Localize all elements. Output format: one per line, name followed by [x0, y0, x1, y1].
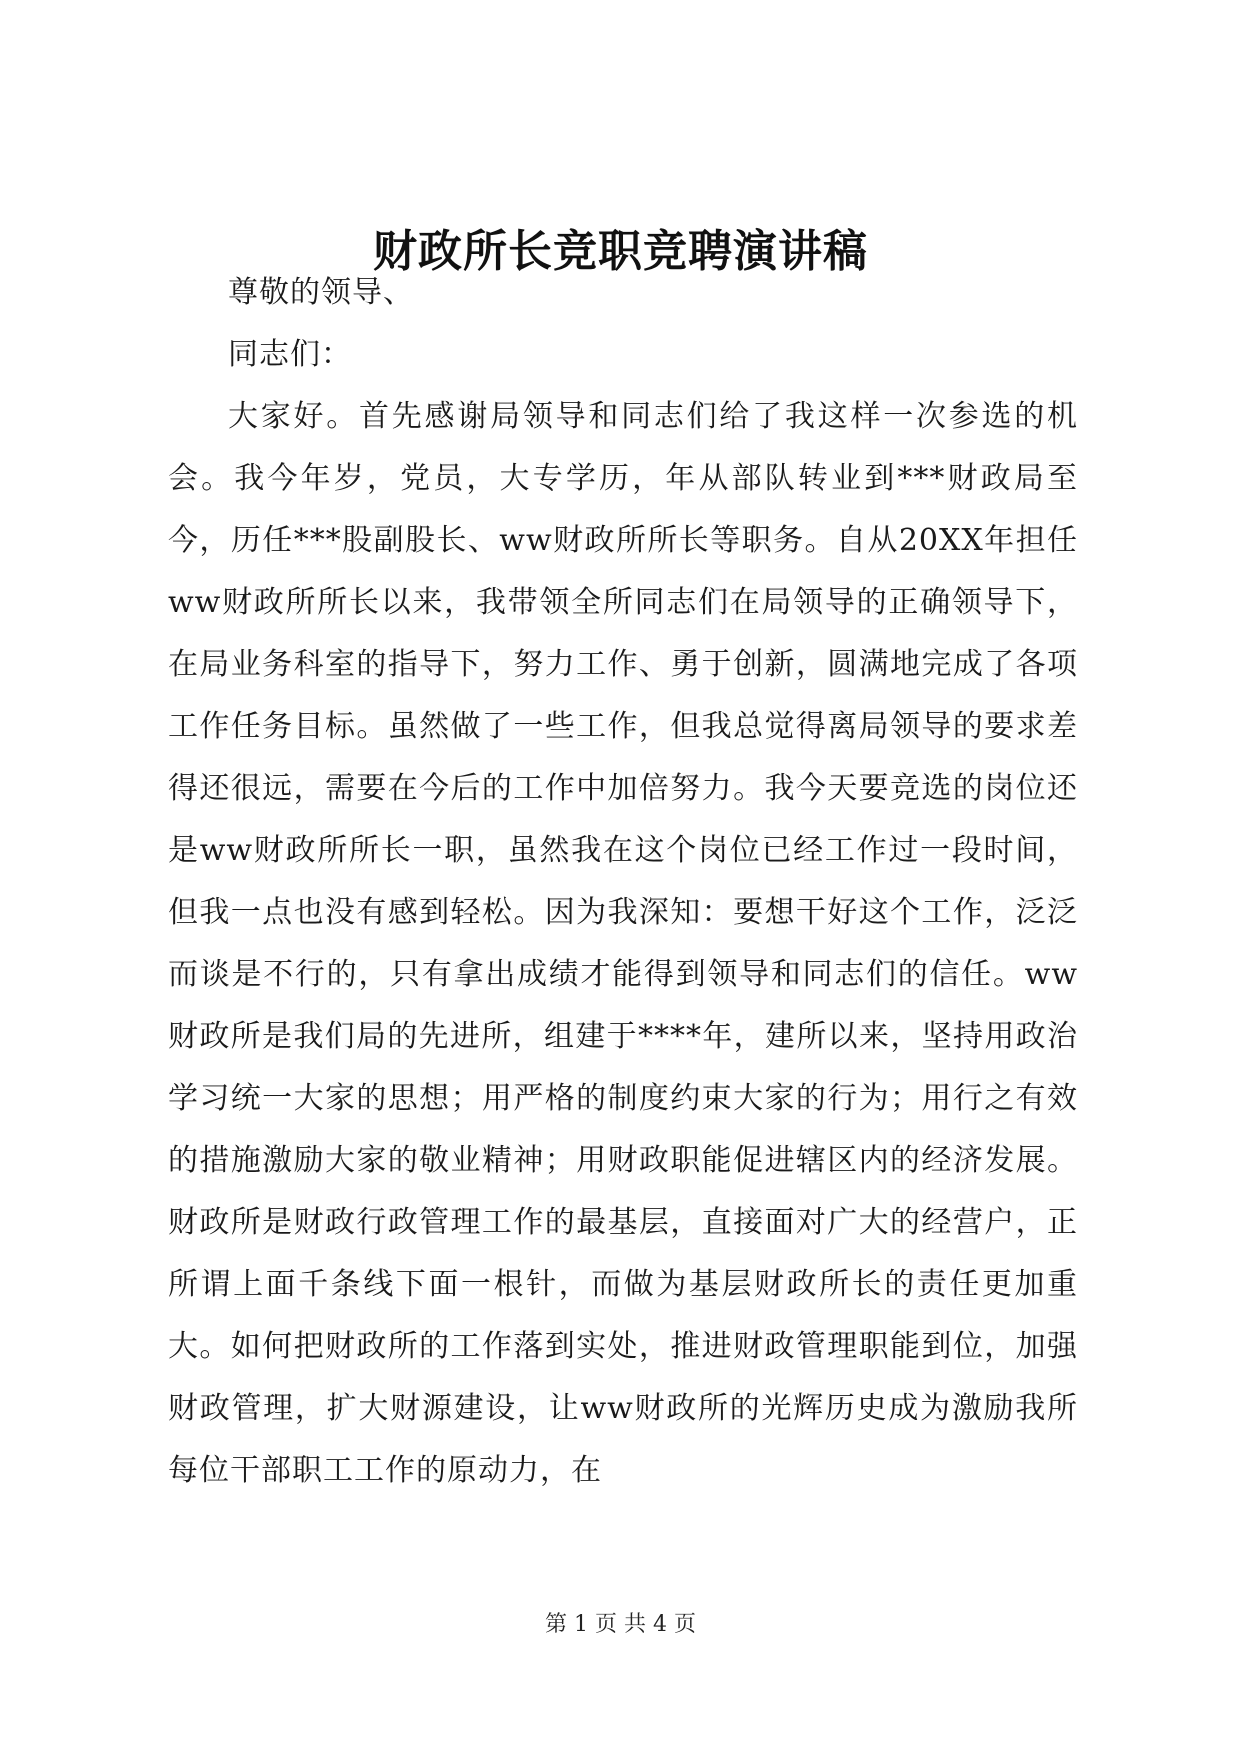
document-body — [168, 262, 1078, 1502]
salutation-line: 尊敬的领导、 — [228, 275, 414, 310]
page-footer: 第 1 页 共 4 页 — [545, 1612, 696, 1637]
salutation-line: 同志们： — [228, 337, 352, 372]
body-paragraph: 大家好。首先感谢局领导和同志们给了我这样一次参选的机会。我今年岁，党员，大专学历，年从部队转业到***财政局至今，历任***股副股长、ww财政所所长等职务。自从20XX年担任ww财政所所长以来，我带领全所同志们在局领导的正确领导下，在局业务科室的指导下，努力工作、勇于创新，圆满地完成了各项工作任务目标。虽然做了一些工作，但我总觉得离局领导的要求差得还很远，需要在今后的工作中加倍努力。我今天要竞选的岗位还是ww财政所所长一职，虽然我在这个岗位已经工作过一段时间，但我一点也没有感到轻松。因为我深知：要想干好这个工作，泛泛而谈是不行的，只有拿出成绩才能得到领导和同志们的信任。ww财政所是我们局的先进所，组建于****年，建所以来，坚持用政治学习统一大家的思想；用严格的制度约束大家的行为；用行之有效的措施激励大家的敬业精神；用财政职能促进辖区内的经济发展。财政所是财政行政管理工作的最基层，直接面对广大的经营户，正所谓上面千条线下面一根针，而做为基层财政所长的责任更加重大。如何把财政所的工作落到实处，推进财政管理职能到位，加强财政管理，扩大财源建设，让ww财政所的光辉历史成为激励我所每位干部职工工作的原动力，在 — [168, 399, 1078, 1488]
document-title: 财政所长竞职竞聘演讲稿 — [373, 226, 868, 277]
